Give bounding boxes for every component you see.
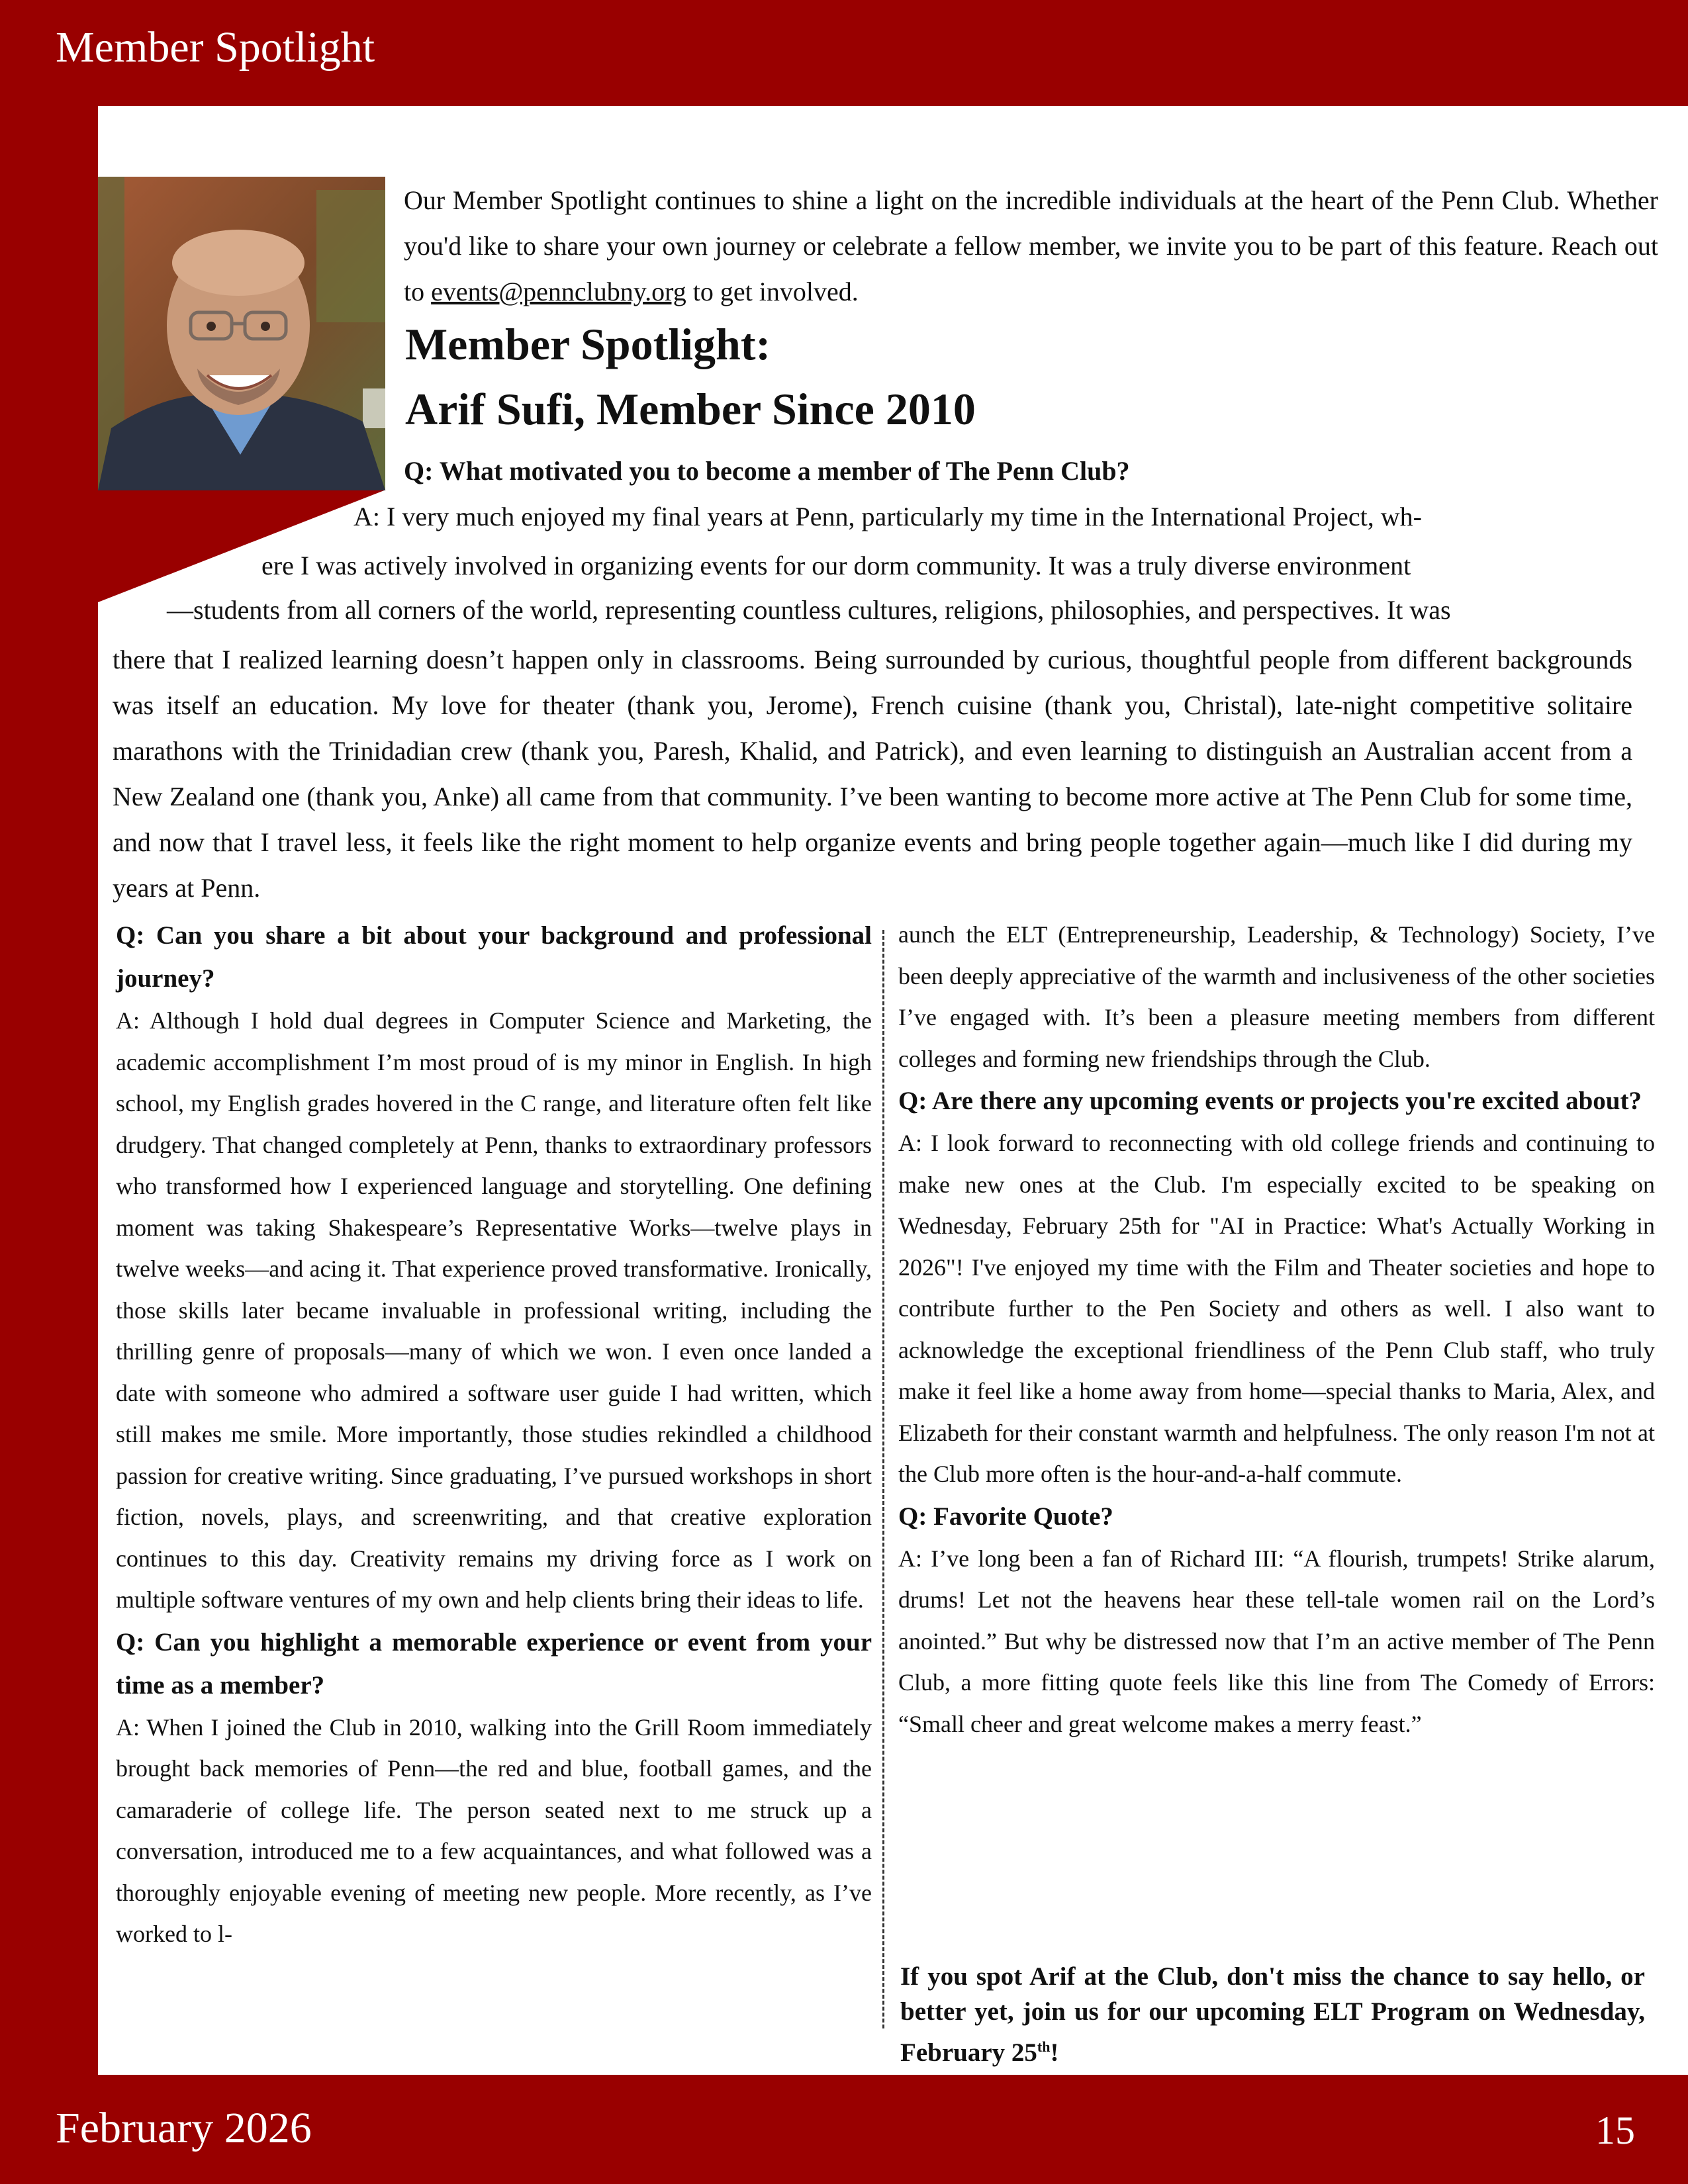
answer-memorable-part2: aunch the ELT (Entrepreneurship, Leadership, & Technology) Society, I’ve been deeply appreciative of the warmth and inclusiveness of the other societies I’ve engaged with. It’s been a pleasure meeting members from different colleges and forming new friendships through the Club. — [898, 921, 1655, 1072]
email-link[interactable]: events@pennclubny.org — [431, 277, 686, 306]
header-title: Member Spotlight — [56, 23, 375, 71]
answer-motivation-line2: ere I was actively involved in organizing events for our dorm community. It was a truly diverse environment — [261, 551, 1411, 580]
intro-text: Our Member Spotlight continues to shine a light on the incredible individuals at the heart of the Penn Club. Whether you'd like to share your own journey or celebrate a fellow member, we invite you to be part of this feature. Reach out to — [404, 185, 1658, 306]
closing-end: ! — [1050, 2038, 1059, 2067]
closing-callout — [900, 1959, 1645, 2070]
member-photo — [98, 177, 385, 490]
intro-paragraph — [404, 177, 1658, 314]
portrait-image — [98, 177, 385, 490]
answer-background: A: Although I hold dual degrees in Computer Science and Marketing, the academic accomplishment I’m most proud of is my minor in English. In high school, my English grades hovered in the C range, and literature often felt like drudgery. That changed completely at Penn, thanks to extraordinary professors who transformed how I experienced language and storytelling. One defining moment was taking Shakespeare’s Representative Works—twelve plays in twelve weeks—and acing it. That experience proved transformative. Ironically, those skills later became invaluable in professional writing, including the thrilling genre of proposals—many of which we won. I even once landed a date with someone who admired a software user guide I had written, which still makes me smile. More importantly, those studies rekindled a childhood passion for creative writing. Since graduating, I’ve pursued workshops in short fiction, novels, plays, and screenwriting, and that creative exploration continues to this day. Creativity remains my driving force as I work on multiple software ventures of my own and help clients bring their ideas to life. — [116, 1007, 872, 1613]
left-column — [116, 914, 872, 1955]
footer-date: February 2026 — [56, 2104, 312, 2152]
answer-motivation-rest: there that I realized learning doesn’t happen only in classrooms. Being surrounded by curious, thoughtful people from different backgrounds was itself an education. My love for theater (thank you, Jerome), French cuisine (thank you, Christal), late-night competitive solitaire marathons with the Trinidadian crew (thank you, Paresh, Khalid, and Patrick), and even learning to distinguish an Australian accent from a New Zealand one (thank you, Anke) all came from that community. I’ve been wanting to become more active at The Penn Club for some time, and now that I travel less, it feels like the right moment to help organize events and bring people together again—much like I did during my years at Penn. — [113, 645, 1632, 903]
intro-text-end: to get involved. — [686, 277, 859, 306]
question-memorable: Q: Can you highlight a memorable experience or event from your time as a member? — [116, 1627, 872, 1700]
spotlight-title: Member Spotlight: — [405, 319, 771, 369]
question-background: Q: Can you share a bit about your background and professional journey? — [116, 921, 872, 993]
question-motivation: Q: What motivated you to become a member of The Penn Club? — [404, 456, 1130, 486]
answer-motivation-line1: A: I very much enjoyed my final years at Penn, particularly my time in the International Project, wh- — [353, 502, 1422, 531]
answer-upcoming: A: I look forward to reconnecting with old college friends and continuing to make new ones at the Club. I'm especially excited to be speaking on Wednesday, February 25th for "AI in Practice: What's Actually Working in 2026"! I've enjoyed my time with the Film and Theater societies and hope to contribute further to the Pen Society and others as well. I also want to acknowledge the exceptional friendliness of the Penn Club staff, who truly make it feel like a home away from home—special thanks to Maria, Alex, and Elizabeth for their constant warmth and helpfulness. The only reason I'm not at the Club more often is the hour-and-a-half commute. — [898, 1130, 1655, 1487]
column-divider — [882, 930, 884, 2028]
right-column — [898, 914, 1655, 1745]
spotlight-subtitle: Arif Sufi, Member Since 2010 — [405, 384, 976, 434]
answer-quote: A: I’ve long been a fan of Richard III: “A flourish, trumpets! Strike alarum, drums! Let not the heavens hear these tell-tale women rail on the Lord’s anointed.” But why be distressed now that I’m an active member of The Penn Club, a more fitting quote feels like this line from The Comedy of Errors: “Small cheer and great welcome makes a merry feast.” — [898, 1545, 1655, 1737]
closing-superscript: th — [1037, 2038, 1051, 2055]
closing-text: If you spot Arif at the Club, don't miss the chance to say hello, or better yet, join us for our upcoming ELT Program on Wednesday, February 25 — [900, 1962, 1645, 2067]
question-quote: Q: Favorite Quote? — [898, 1502, 1113, 1531]
answer-motivation-line3: —students from all corners of the world, representing countless cultures, religions, philosophies, and perspectives. It was — [167, 595, 1451, 625]
page-number: 15 — [1595, 2109, 1635, 2152]
answer-memorable-part1: A: When I joined the Club in 2010, walking into the Grill Room immediately brought back memories of Penn—the red and blue, football games, and the camaraderie of college life. The person seated next to me struck up a conversation, introduced me to a few acquaintances, and what followed was a thoroughly enjoyable evening of meeting new people. More recently, as I’ve worked to l- — [116, 1713, 872, 1947]
decorative-wedge — [98, 490, 386, 602]
question-upcoming: Q: Are there any upcoming events or projects you're excited about? — [898, 1087, 1642, 1115]
